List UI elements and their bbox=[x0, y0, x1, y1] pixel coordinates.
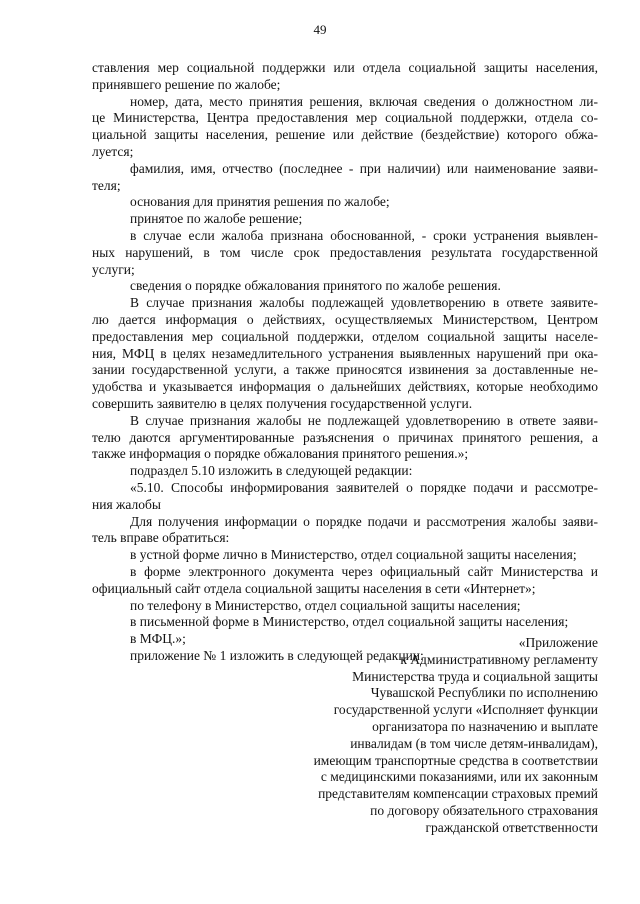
body-line: принявшего решение по жалобе; bbox=[92, 76, 281, 92]
body-line: удобства и указывается информация о дальнейших действиях, которые необходимо bbox=[92, 379, 598, 395]
appendix-line: организатора по назначению и выплате bbox=[372, 718, 598, 734]
body-line: в форме электронного документа через официальный сайт Министерства и bbox=[130, 563, 598, 579]
body-line: в письменной форме в Министерство, отдел социальной защиты населения; bbox=[130, 614, 569, 630]
body-line: Для получения информации о порядке подачи и рассмотрения жалобы заяви- bbox=[130, 513, 598, 529]
appendix-header bbox=[280, 635, 598, 837]
body-line: циальной защиты населения, решение или действие (бездействие) которого обжа- bbox=[92, 127, 598, 143]
body-line: ставления мер социальной поддержки или отдела социальной защиты населения, bbox=[92, 60, 598, 75]
body-line: В случае признания жалобы подлежащей удовлетворению в ответе заявите- bbox=[130, 295, 598, 311]
body-line: приложение № 1 изложить в следующей редакции: bbox=[130, 647, 424, 663]
appendix-line: к Административному регламенту bbox=[400, 651, 598, 667]
body-line: фамилия, имя, отчество (последнее - при наличии) или наименование заяви- bbox=[130, 160, 598, 176]
body-line: предоставления мер социальной поддержки, отделом социальной защиты населе- bbox=[92, 328, 598, 344]
body-line: це Министерства, Центра предоставления мер социальной поддержки, отдела со- bbox=[92, 110, 598, 126]
body-line: также информация о порядке обжалования принятого решения.»; bbox=[92, 446, 469, 462]
appendix-line: инвалидам (в том числе детям-инвалидам), bbox=[350, 735, 598, 751]
body-line: ния жалобы bbox=[92, 496, 161, 512]
body-line: В случае признания жалобы не подлежащей удовлетворению в ответе заяви- bbox=[130, 412, 598, 428]
appendix-line: «Приложение bbox=[518, 635, 598, 650]
appendix-line: с медицинскими показаниями, или их законным bbox=[320, 769, 598, 785]
body-line: основания для принятия решения по жалобе; bbox=[130, 194, 390, 210]
body-line: официальный сайт отдела социальной защиты населения в сети «Интернет»; bbox=[92, 580, 536, 596]
body-line: ных нарушений, в том числе срок предоставления результата государственной bbox=[92, 244, 598, 260]
body-line: услуги; bbox=[92, 261, 135, 277]
body-line: в случае если жалоба признана обоснованной, - сроки устранения выявлен- bbox=[130, 227, 598, 243]
body-line: теля; bbox=[92, 177, 121, 193]
body-line: сведения о порядке обжалования принятого по жалобе решения. bbox=[130, 278, 501, 294]
body-line: по телефону в Министерство, отдел социальной защиты населения; bbox=[130, 597, 521, 613]
body-line: в МФЦ.»; bbox=[130, 631, 186, 647]
appendix-line: представителям компенсации страховых премий bbox=[318, 786, 598, 802]
body-line: зании государственной услуги, а также приносятся извинения за доставленные не- bbox=[92, 362, 598, 378]
body-line: совершить заявителю в целях получения государственной услуги. bbox=[92, 395, 473, 411]
body-line: номер, дата, место принятия решения, включая сведения о должностном ли- bbox=[130, 93, 598, 109]
body-line: подраздел 5.10 изложить в следующей редакции: bbox=[130, 463, 413, 479]
page-number: 49 bbox=[313, 22, 327, 37]
body-line: ния, МФЦ в целях незамедлительного устранения выявленных нарушений при ока- bbox=[92, 345, 598, 361]
appendix-line: имеющим транспортные средства в соответствии bbox=[313, 752, 598, 768]
appendix-line: Чувашской Республики по исполнению bbox=[370, 685, 598, 701]
body-line: в устной форме лично в Министерство, отдел социальной защиты населения; bbox=[130, 547, 577, 563]
body-line: лю дается информация о действиях, осуществляемых Министерством, Центром bbox=[92, 311, 598, 327]
body-line: принятое по жалобе решение; bbox=[130, 211, 303, 227]
appendix-line: гражданской ответственности bbox=[425, 819, 598, 835]
body-line: «5.10. Способы информирования заявителей о порядке подачи и рассмотре- bbox=[130, 479, 598, 495]
appendix-line: Министерства труда и социальной защиты bbox=[352, 668, 598, 684]
body-line: телю даются аргументированные разъяснения о причинах принятого решения, а bbox=[92, 429, 598, 445]
appendix-line: государственной услуги «Исполняет функции bbox=[333, 702, 598, 718]
body-line: тель вправе обратиться: bbox=[92, 530, 230, 546]
body-line: луется; bbox=[92, 143, 134, 159]
appendix-line: по договору обязательного страхования bbox=[370, 802, 598, 818]
body-text bbox=[92, 60, 598, 665]
